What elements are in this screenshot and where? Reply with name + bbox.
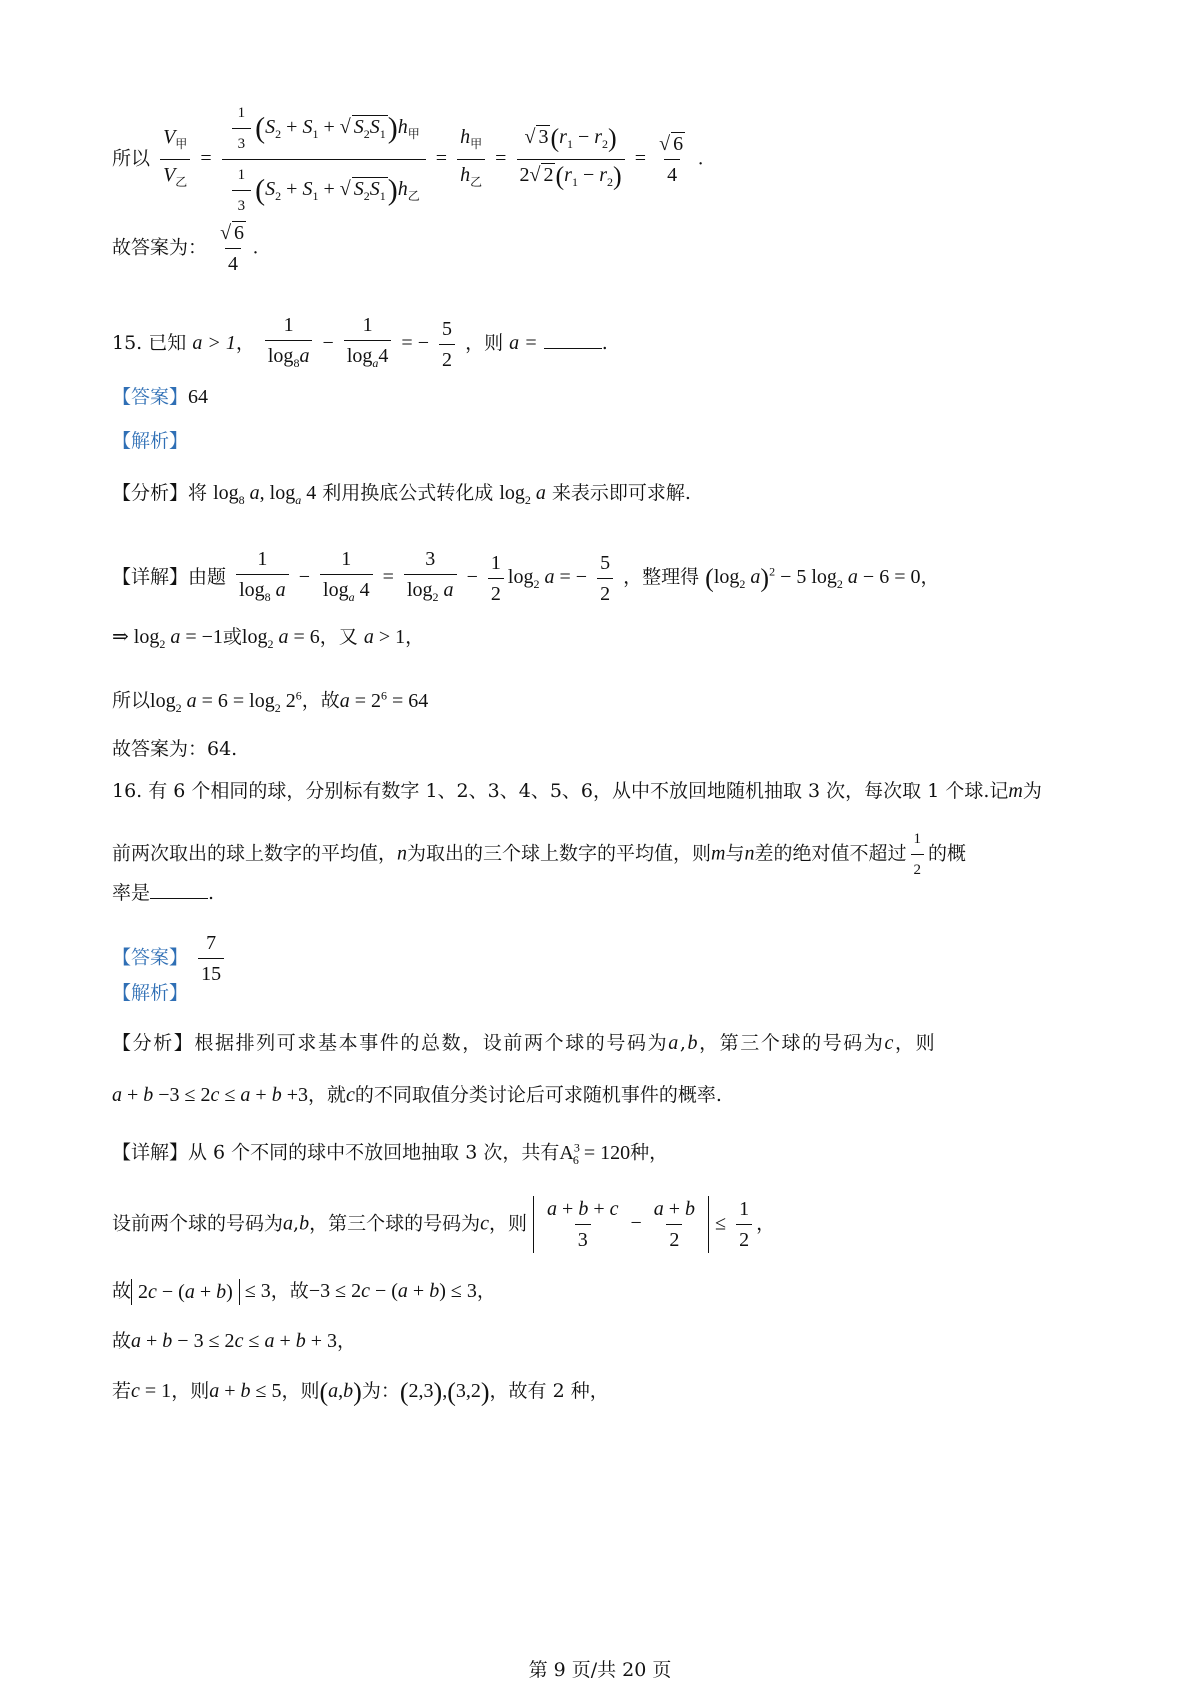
frac-log8a: $\frac{1}{\log_8a}$ — [265, 312, 313, 376]
height-ratio-fraction: $\frac{h_甲}{h_乙}$ — [457, 124, 485, 195]
question-16-line2: 前两次取出的球上数字的平均值，n为取出的三个球上数字的平均值，则m与n差的绝对值不超过 $\frac{1}{2}$ 的概 — [112, 826, 966, 883]
q16-answer — [112, 930, 228, 987]
q15-step2: ⇒ $\log_2 a = -1$或$\log_2 a = 6$，又 a > 1， — [112, 626, 425, 651]
v-ratio-fraction: $\frac{V_甲}{V_乙}$ — [160, 124, 190, 195]
volume-ratio-line: 所以 $\frac{V_甲}{V_乙}$ = $\frac{1}{3}$ ($S_2 + S_1$ + √ $S_2S_1)h_甲$ $\frac{1}{3}$ ($S_2 + S_1$ + √ $S_2S_1)h_乙$ = $\frac{h_甲}{h_乙}$ = $\frac{√ 3(r_1 - r_2)}{2√ 2(r_1 - r_2)}$ = $\frac{√ 6}{4}$ . — [112, 100, 703, 219]
q16-fenxi-line1: 【分析】根据排列可求基本事件的总数，设前两个球的号码为a,b，第三个球的号码为c，则 — [112, 1032, 937, 1054]
result-fraction: $\frac{√ 6}{4}$ — [659, 133, 684, 186]
prev-answer-line: 故答案为： $\frac{√ 6}{4}$ . — [112, 222, 259, 275]
fenxi-label: 【分析】 — [112, 482, 189, 504]
text: 所以 — [112, 147, 151, 170]
question-16-line3: 率是 . — [112, 882, 215, 904]
q16-xiangjie-line3: 故 2c − (a + b) ≤ 3，故−3 ≤ 2c − (a + b) ≤ 3， — [112, 1280, 496, 1304]
frac-loga4: $\frac{1}{\log_a4}$ — [344, 312, 392, 376]
answer-value: 64 — [188, 386, 209, 408]
q16-xiangjie-line5: 若c = 1，则a + b ≤ 5，则(a,b)为：(2,3),(3,2)，故有 2 种， — [112, 1377, 609, 1407]
frac-rhs: $\frac{5}{2}$ — [439, 316, 455, 373]
q15-xiangjie: 【详解】由题 $\frac{1}{\log_8 a}$ − $\frac{1}{\log_a 4}$ = $\frac{3}{\log_2 a}$ − $\frac{1}{2}$ $\log_2 a$ = − $\frac{5}{2}$ ，整理得 ($\log_2$ a)$^2$ − 5 $\log_2 a - 6 = 0$， — [112, 546, 940, 610]
q16-xiangjie-line1: 【详解】从 6 个不同的球中不放回地抽取 3 次，共有$A^3_6 = 120$种， — [112, 1140, 669, 1167]
xiangjie-label: 【详解】 — [112, 1141, 189, 1164]
q15-answer — [112, 384, 208, 410]
q16-fenxi-line2: a + b −3 ≤ 2c ≤ a + b +3，就c的不同取值分类讨论后可求随机事件的概率. — [112, 1084, 722, 1106]
text: 故答案为： — [112, 236, 208, 259]
question-15: 15. 已知 a > 1， $\frac{1}{\log_8a}$ − $\frac{1}{\log_a4}$ = − $\frac{5}{2}$ ，则 a = . — [112, 312, 608, 376]
text: ，则 — [465, 332, 504, 354]
xiangjie-label: 【详解】 — [112, 566, 189, 588]
q15-final: 故答案为：64. — [112, 738, 238, 760]
answer-blank — [544, 330, 602, 349]
q16-xiangjie-line4: 故a + b − 3 ≤ 2c ≤ a + b + 3， — [112, 1330, 357, 1352]
q15-fenxi: 【分析】将 $\log_8 a$, $\log_a 4$ 利用换底公式转化成 $\log_2 a$ 来表示即可求解. — [112, 482, 691, 507]
analysis-label: 【解析】 — [112, 430, 189, 452]
q16-xiangjie-line2: 设前两个球的号码为a,b，第三个球的号码为c，则 $\frac{a + b + c}{3}$ − $\frac{a + b}{2}$ ≤ $\frac{1}{2}$ ， — [112, 1198, 776, 1251]
fenxi-label: 【分析】 — [112, 1032, 195, 1054]
answer-label: 【答案】 — [112, 386, 189, 408]
page-footer: 第 9 页/共 20 页 — [528, 1659, 672, 1681]
question-number: 16. — [112, 780, 143, 802]
question-number: 15. — [112, 332, 143, 354]
question-16-line1: 16. 有 6 个相同的球，分别标有数字 1、2、3、4、5、6，从中不放回地随机抽取 3 次，每次取 1 个球.记m为 — [112, 780, 1042, 802]
q15-analysis-label — [112, 428, 188, 454]
q16-analysis-label — [112, 980, 188, 1006]
text: 已知 — [148, 332, 187, 354]
q15-step3: 所以$\log_2 a = 6 = \log_2 2^6$，故$a = 2^6 = 64$ — [112, 688, 429, 715]
answer-blank — [150, 880, 208, 899]
radius-ratio-fraction: $\frac{√ 3(r_1 - r_2)}{2√ 2(r_1 - r_2)}$ — [517, 124, 625, 195]
answer-label: 【答案】 — [112, 946, 189, 969]
prev-answer-fraction: $\frac{√ 6}{4}$ — [220, 222, 245, 275]
answer-fraction: $\frac{7}{15}$ — [198, 930, 224, 987]
analysis-label: 【解析】 — [112, 982, 189, 1004]
frustum-volume-fraction: $\frac{1}{3}$ ($S_2 + S_1$ + √ $S_2S_1)h_甲$ $\frac{1}{3}$ ($S_2 + S_1$ + √ $S_2S_1)h_乙$ — [222, 100, 426, 219]
